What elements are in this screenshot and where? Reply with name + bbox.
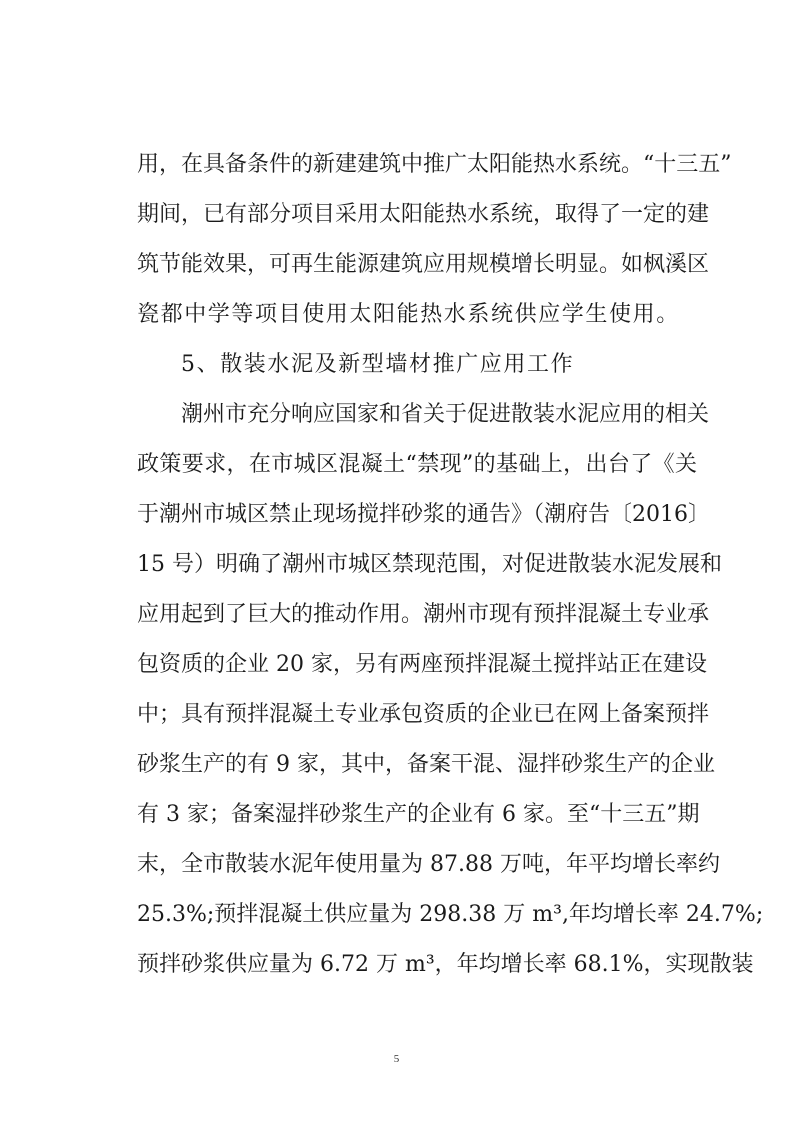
body-text <box>137 140 764 990</box>
text-line: 用，在具备条件的新建建筑中推广太阳能热水系统。“十三五” <box>137 152 732 177</box>
section-heading: 5、散装水泥及新型墙材推广应用工作 <box>181 352 575 377</box>
text-line: 瓷都中学等项目使用太阳能热水系统供应学生使用。 <box>137 302 680 327</box>
text-line: 砂浆生产的有 9 家，其中，备案干混、湿拌砂浆生产的企业 <box>137 752 715 777</box>
page-number: 5 <box>393 1053 400 1065</box>
text-line: 15 号）明确了潮州市城区禁现范围，对促进散装水泥发展和 <box>137 552 722 577</box>
text-line: 包资质的企业 20 家，另有两座预拌混凝土搅拌站正在建设 <box>137 652 707 677</box>
text-line: 政策要求，在市城区混凝土“禁现”的基础上，出台了《关 <box>137 452 697 477</box>
text-line: 应用起到了巨大的推动作用。潮州市现有预拌混凝土专业承 <box>137 602 710 627</box>
text-line: 25.3%;预拌混凝土供应量为 298.38 万 m³,年均增长率 24.7%; <box>137 902 764 927</box>
text-line: 中；具有预拌混凝土专业承包资质的企业已在网上备案预拌 <box>137 702 710 727</box>
text-line: 有 3 家；备案湿拌砂浆生产的企业有 6 家。至“十三五”期 <box>137 802 700 827</box>
text-line: 期间，已有部分项目采用太阳能热水系统，取得了一定的建 <box>137 202 710 227</box>
paragraph-first-line: 潮州市充分响应国家和省关于促进散装水泥应用的相关 <box>181 402 710 427</box>
text-line: 预拌砂浆供应量为 6.72 万 m³，年均增长率 68.1%，实现散装 <box>137 952 754 977</box>
text-line: 末，全市散装水泥年使用量为 87.88 万吨，年平均增长率约 <box>137 852 720 877</box>
text-line: 于潮州市城区禁止现场搅拌砂浆的通告》（潮府告〔2016〕 <box>137 502 710 527</box>
text-line: 筑节能效果，可再生能源建筑应用规模增长明显。如枫溪区 <box>137 252 710 277</box>
